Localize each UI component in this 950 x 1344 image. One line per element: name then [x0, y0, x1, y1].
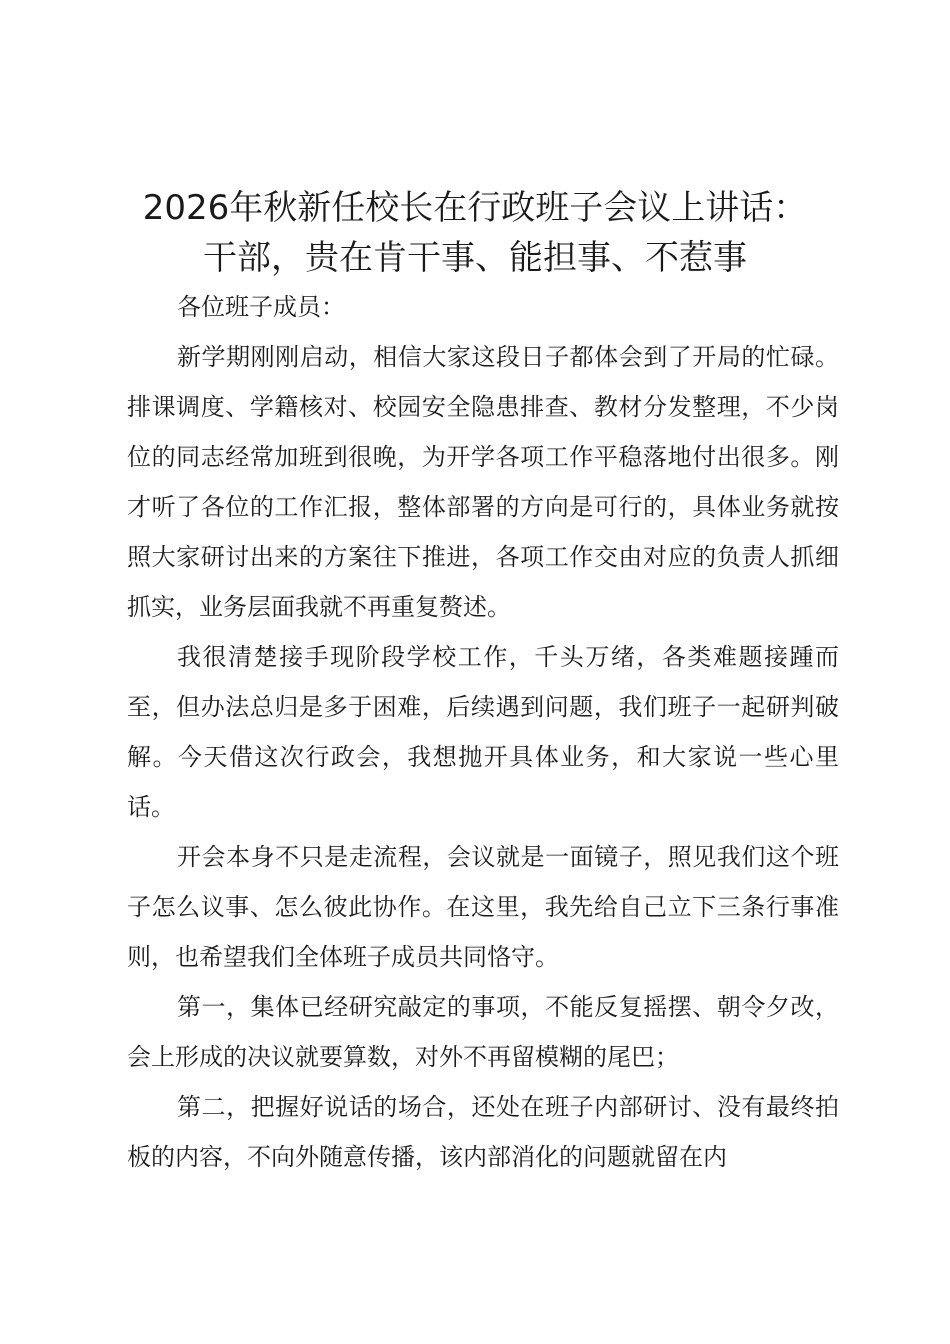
paragraph: 我很清楚接手现阶段学校工作，千头万绪，各类难题接踵而至，但办法总归是多于困难，后续遇到问题，我们班子一起研判破解。今天借这次行政会，我想抛开具体业务，和大家说一些心里话。 — [127, 643, 839, 821]
paragraph: 开会本身不只是走流程，会议就是一面镜子，照见我们这个班子怎么议事、怎么彼此协作。在这里，我先给自己立下三条行事准则，也希望我们全体班子成员共同恪守。 — [127, 843, 839, 971]
paragraph: 第一，集体已经研究敲定的事项，不能反复摇摆、朝令夕改，会上形成的决议就要算数，对外不再留模糊的尾巴； — [127, 993, 839, 1071]
paragraph: 新学期刚刚启动，相信大家这段日子都体会到了开局的忙碌。排课调度、学籍核对、校园安全隐患排查、教材分发整理，不少岗位的同志经常加班到很晚，为开学各项工作平稳落地付出很多。刚才听了各位的工作汇报，整体部署的方向是可行的，具体业务就按照大家研讨出来的方案往下推进，各项工作交由对应的负责人抓细抓实，业务层面我就不再重复赘述。 — [127, 343, 839, 621]
paragraph: 第二，把握好说话的场合，还处在班子内部研讨、没有最终拍板的内容，不向外随意传播，该内部消化的问题就留在内 — [127, 1093, 839, 1171]
document-body — [127, 282, 839, 1182]
document-title-line-1: 2026年秋新任校长在行政班子会议上讲话： — [142, 188, 808, 228]
document-title-line-2: 干部，贵在肯干事、能担事、不惹事 — [203, 238, 747, 278]
salutation: 各位班子成员： — [177, 293, 345, 321]
